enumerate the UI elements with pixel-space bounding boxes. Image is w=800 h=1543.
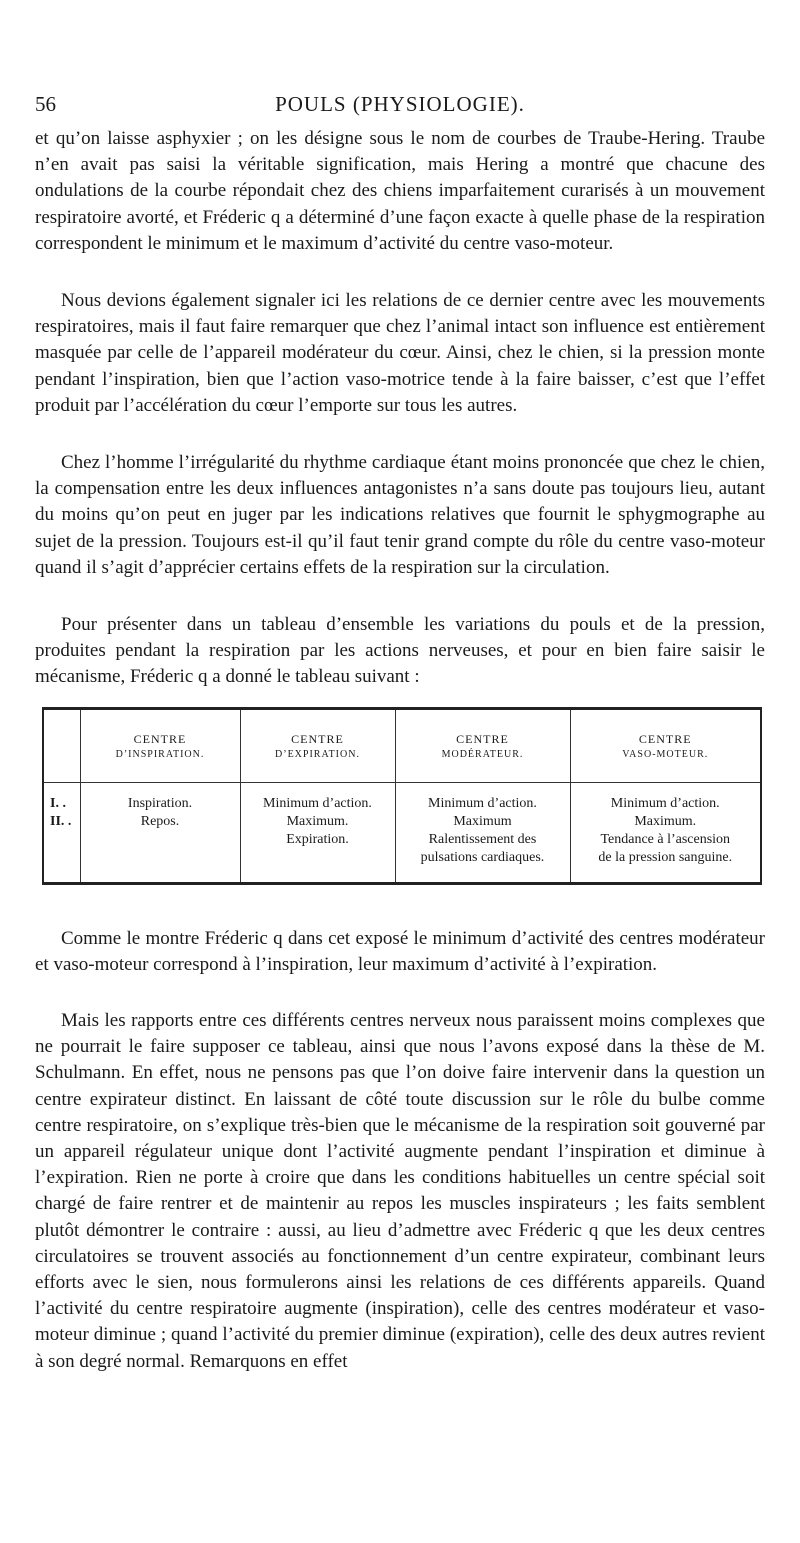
column-subtitle: D’EXPIRATION. [275, 748, 360, 760]
column-subtitle: MODÉRATEUR. [441, 748, 524, 760]
paragraph-1: et qu’on laisse asphyxier ; on les désigne sous le nom de courbes de Traube-Hering. Traube n’en avait pas saisi la véritable signification, mais Hering a montré que chacune des ondulations de la courbe répondait chez des chiens imparfaitement curarisés à un mouvement respiratoire avorté, et Fréderic q a déterminé d’une façon exacte à quelle phase de la respiration correspondent le minimum et le maximum d’activité du centre vaso-moteur. [35, 128, 765, 254]
table-header-moderateur [395, 710, 570, 783]
page-number: 56 [35, 92, 56, 116]
paragraph-2: Nous devions également signaler ici les relations de ce dernier centre avec les mouvements respiratoires, mais il faut faire remarquer que chez l’animal intact son influence est entièrement masquée par celle de l’appareil modérateur du cœur. Ainsi, chez le chien, si la pression monte pendant l’inspiration, bien que l’action vaso-motrice tende à la faire baisser, c’est que l’effet produit par l’accélération du cœur l’emporte sur tous les autres. [35, 290, 765, 416]
cell-line: Minimum d’action. [428, 796, 537, 811]
table-header-blank [44, 710, 80, 783]
cell-line: Tendance à l’ascension [600, 832, 731, 847]
running-title: POULS (PHYSIOLOGIE). [275, 92, 525, 116]
cell-vaso-moteur [570, 783, 760, 883]
paragraph-3: Chez l’homme l’irrégularité du rhythme cardiaque étant moins prononcée que chez le chien, la compensation entre les deux influences antagonistes n’a sans doute pas toujours lieu, autant du moins qu’on peut en juger par les indications relatives que fournit le sphygmographe au sujet de la pression. Toujours est-il qu’il faut tenir grand compte du rôle du centre vaso-moteur quand il s’agit d’apprécier certains effets de la respiration sur la circulation. [35, 452, 765, 578]
cell-line: de la pression sanguine. [598, 850, 733, 865]
paragraph-4: Pour présenter dans un tableau d’ensemble les variations du pouls et de la pression, produites pendant la respiration par les actions nerveuses, et pour en bien faire saisir le mécanisme, Fréderic q a donné le tableau suivant : [35, 614, 765, 688]
row-numbers-cell [44, 783, 80, 883]
table-header-inspiration [80, 710, 240, 783]
paragraph-6: Mais les rapports entre ces différents centres nerveux nous paraissent moins complexes que ne pourrait le faire supposer ce tableau, ainsi que nous l’avons exposé dans la thèse de M. Schulmann. En effet, nous ne pensons pas que l’on doive faire intervenir dans la question un centre expirateur distinct. En laissant de côté toute discussion sur le rôle du bulbe comme centre respiratoire, on s’explique très-bien que le mécanisme de la respiration soit gouverné par un appareil régulateur unique dont l’activité augmente pendant l’inspiration et diminue à l’expiration. Rien ne porte à croire que dans les conditions habituelles un centre spécial soit chargé de faire rentrer et de maintenir au repos les muscles inspirateurs ; les faits semblent plutôt démontrer le contraire : aussi, au lieu d’admettre avec Fréderic q que les deux centres circulatoires se trouvent associés au fonctionnement d’un centre expirateur, combinant leurs efforts avec le sien, nous formulerons ainsi les relations de ces différents appareils. Quand l’activité du centre respiratoire augmente (inspiration), celle des centres modérateur et vaso-moteur diminue ; quand l’activité du premier diminue (expiration), celle des deux autres revient à son degré normal. Remarquons en effet [35, 1010, 765, 1372]
row-number: I. . [50, 796, 66, 811]
table-header-row [44, 710, 760, 783]
running-head [35, 92, 765, 120]
row-number: II. . [50, 814, 72, 829]
cell-expiration [240, 783, 395, 883]
table-header-vaso-moteur [570, 710, 760, 783]
cell-line: Repos. [140, 814, 180, 829]
table-header-expiration [240, 710, 395, 783]
column-title: CENTRE [291, 731, 344, 746]
cell-line: Maximum. [634, 814, 697, 829]
cell-line: Maximum [453, 814, 512, 829]
table-row [44, 783, 760, 883]
cell-line: Inspiration. [127, 796, 193, 811]
cell-moderateur [395, 783, 570, 883]
column-title: CENTRE [638, 731, 692, 746]
paragraph-5: Comme le montre Fréderic q dans cet exposé le minimum d’activité des centres modérateur et vaso-moteur correspond à l’inspiration, leur maximum d’activité à l’expiration. [35, 928, 765, 976]
cell-line: Maximum. [286, 814, 349, 829]
cell-line: Expiration. [286, 832, 349, 847]
cell-inspiration [80, 783, 240, 883]
cell-line: Minimum d’action. [610, 796, 720, 811]
table-grid [44, 710, 760, 882]
cell-line: Minimum d’action. [263, 796, 372, 811]
cell-line: Ralentissement des [428, 832, 537, 847]
nerve-centres-table [42, 707, 762, 885]
column-subtitle: D’INSPIRATION. [115, 748, 205, 760]
cell-line: pulsations cardiaques. [420, 850, 545, 865]
column-title: CENTRE [133, 731, 187, 746]
column-subtitle: VASO-MOTEUR. [622, 748, 709, 760]
column-title: CENTRE [456, 731, 509, 746]
